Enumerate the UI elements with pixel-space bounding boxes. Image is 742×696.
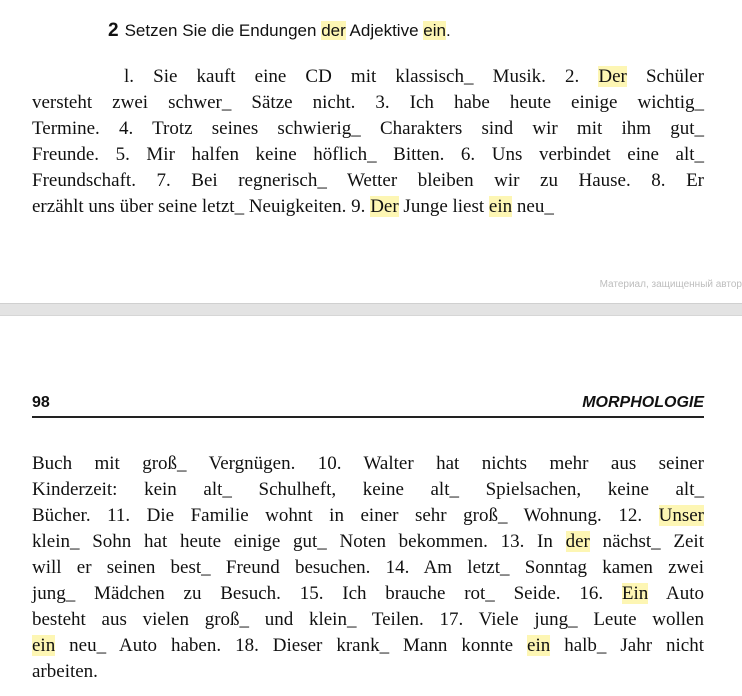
text-segment: Bücher. 11. Die Familie wohnt in einer sehr groß_ Wohnung. 12. <box>32 505 659 526</box>
exercise-text-bottom <box>32 451 704 685</box>
textbook-page-top <box>0 0 742 303</box>
highlighted-word: ein <box>32 635 56 656</box>
text-segment: besteht aus vielen groß_ und klein_ Teilen. 17. Viele jung_ Leute wollen <box>32 609 704 630</box>
text-segment: Junge liest <box>398 196 489 217</box>
text-segment: nächst_ Zeit <box>589 531 704 552</box>
text-segment: arbeiten. <box>32 661 98 682</box>
text-segment: versteht zwei schwer_ Sätze nicht. 3. Ich habe heute einige wichtig_ <box>32 92 704 113</box>
highlighted-word: Ein <box>621 583 649 604</box>
text-segment: Setzen Sie die Endungen <box>124 21 322 40</box>
text-segment: l. Sie kauft eine CD mit klassisch_ Musik. 2. <box>124 66 599 87</box>
text-segment: halb_ Jahr nicht <box>550 635 704 656</box>
text-line <box>32 64 704 90</box>
text-segment: jung_ Mädchen zu Besuch. 15. Ich brauche rot_ Seide. 16. <box>32 583 622 604</box>
running-head <box>32 392 704 418</box>
text-segment: Termine. 4. Trotz seines schwierig_ Charakters sind wir mit ihm gut_ <box>32 118 704 139</box>
textbook-page-bottom <box>0 316 742 696</box>
task-number: 2 <box>108 20 119 41</box>
text-segment: . <box>445 21 451 40</box>
text-segment: Freunde. 5. Mir halfen keine höflich_ Bitten. 6. Uns verbindet eine alt_ <box>32 144 704 165</box>
highlighted-word: ein <box>423 21 446 40</box>
highlighted-word: Unser <box>658 505 704 526</box>
text-line <box>32 477 704 503</box>
highlighted-word: ein <box>527 635 551 656</box>
section-title: MORPHOLOGIE <box>582 394 704 411</box>
text-line <box>32 90 704 116</box>
text-line <box>32 607 704 633</box>
text-segment: Auto <box>648 583 704 604</box>
text-line <box>32 529 704 555</box>
text-line <box>32 194 704 220</box>
text-segment: will er seinen best_ Freund besuchen. 14. Am letzt_ Sonntag kamen zwei <box>32 557 704 578</box>
text-line <box>32 142 704 168</box>
text-line <box>32 581 704 607</box>
text-line <box>32 555 704 581</box>
highlighted-word: Der <box>598 66 627 87</box>
text-segment: Buch mit groß_ Vergnügen. 10. Walter hat nichts mehr aus seiner <box>32 453 704 474</box>
text-segment: Adjektive <box>345 21 424 40</box>
highlighted-word: Der <box>370 196 399 217</box>
text-segment: Kinderzeit: kein alt_ Schulheft, keine alt_ Spielsachen, keine alt_ <box>32 479 704 500</box>
page-divider <box>0 303 742 316</box>
highlighted-word: der <box>321 21 346 40</box>
text-line <box>32 451 704 477</box>
text-line <box>32 633 704 659</box>
page-number: 98 <box>32 394 50 411</box>
text-segment: Schüler <box>626 66 704 87</box>
text-line <box>32 503 704 529</box>
text-segment: Freundschaft. 7. Bei regnerisch_ Wetter bleiben wir zu Hause. 8. Er <box>32 170 704 191</box>
task-instruction <box>125 21 451 40</box>
text-segment: neu_ Auto haben. 18. Dieser krank_ Mann konnte <box>55 635 528 656</box>
text-line <box>32 659 704 685</box>
text-segment: neu_ <box>512 196 554 217</box>
text-segment: erzählt uns über seine letzt_ Neuigkeiten. 9. <box>32 196 371 217</box>
highlighted-word: der <box>565 531 590 552</box>
exercise-text-top <box>32 64 704 220</box>
highlighted-word: ein <box>488 196 513 217</box>
text-segment: klein_ Sohn hat heute einige gut_ Noten bekommen. 13. In <box>32 531 566 552</box>
text-line <box>32 116 704 142</box>
watermark: Материал, защищенный автор <box>599 279 742 290</box>
text-line <box>32 168 704 194</box>
task-heading <box>108 20 451 42</box>
